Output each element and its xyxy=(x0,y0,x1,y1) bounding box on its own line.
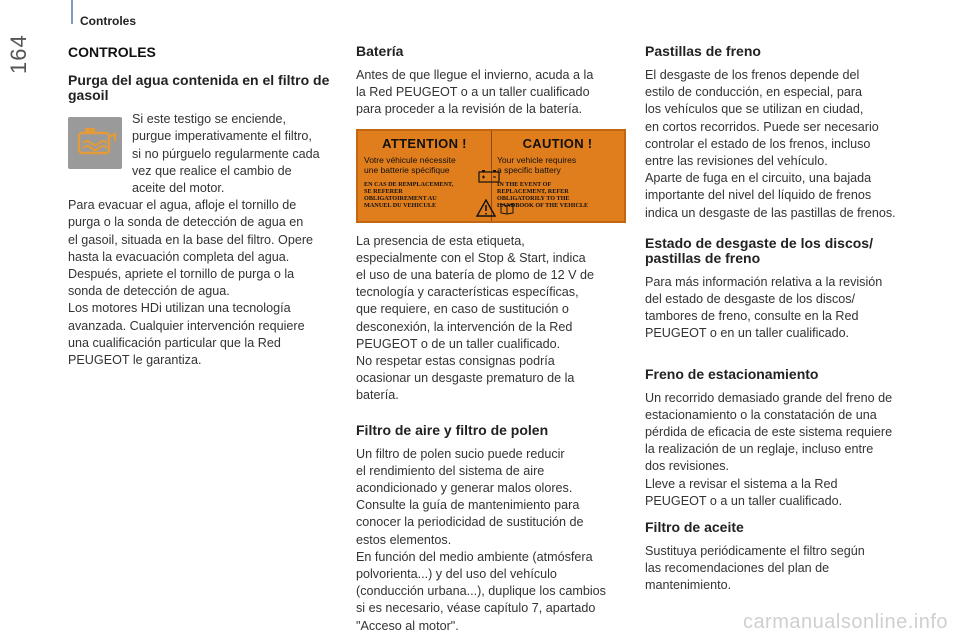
pastillas-heading: Pastillas de freno xyxy=(645,43,761,59)
bateria-body-text: La presencia de esta etiqueta, especialmente con el Stop & Start, indica el uso de una batería de plomo de 12 V de tecnología y características específicas, que requiere, en caso de sustitución o desconexión, la intervención de la Red PEUGEOT o de un taller cualificado. No respetar estas consignas podría ocasionar un desgaste prematuro de la batería. xyxy=(356,233,595,403)
bateria-intro-text: Antes de que llegue el invierno, acuda a la la Red PEUGEOT o a un taller cualificado para proceder a la revisión de la batería. xyxy=(356,68,594,117)
desgaste-heading: Estado de desgaste de los discos/ pastillas de freno xyxy=(645,234,873,266)
gasoil-body-text: Para evacuar el agua, afloje el tornillo de purga o la sonda de detección de agua en el gasoil, situada en la base del filtro. Opere hasta la evacuación completa del agua. Después, apriete el tornillo de purga o la sonda de detección de agua. Los motores HDi utilizan una tecnología avanzada. Cualquier intervención requiere una cualificación particular que la Red PEUGEOT le garantiza. xyxy=(68,198,314,368)
aceite-heading: Filtro de aceite xyxy=(645,519,744,536)
label-right-small: IN THE EVENT OF REPLACEMENT, REFER OBLIGATORILY TO THE HANDBOOK OF THE VEHICLE xyxy=(497,180,589,210)
site-watermark: carmanualsonline.info xyxy=(742,611,948,633)
page-number: 164 xyxy=(6,34,31,74)
bateria-heading: Batería xyxy=(356,43,404,59)
main-title: CONTROLES xyxy=(68,44,156,60)
handbook-icon xyxy=(500,201,514,220)
estacionamiento-body-text: Un recorrido demasiado grande del freno de estacionamiento o la constatación de una pérdida de eficacia de este sistema requiere la realización de un reglaje, incluso entre dos revisiones. Lleve a revisar el sistema a la Red PEUGEOT o a un taller cualificado. xyxy=(645,390,893,508)
gasoil-intro-text: Si este testigo se enciende, purgue imperativamente el filtro, si no púrguelo regularmente cada vez que realice el cambio de aceite del motor. xyxy=(132,112,320,196)
label-right-title: CAUTION ! xyxy=(522,135,593,151)
label-left-line: Votre véhicule nécessite une batterie spécifique xyxy=(364,154,456,175)
running-head: Controles xyxy=(80,14,137,28)
desgaste-body-text: Para más información relativa a la revisión del estado de desgaste de los discos/ tambores de freno, consulte en la Red PEUGEOT o en un taller cualificado. xyxy=(645,274,883,341)
estacionamiento-heading: Freno de estacionamiento xyxy=(645,365,819,382)
pastillas-body-text: El desgaste de los frenos depende del estilo de conducción, en especial, para los vehículos que se utilizan en ciudad, en cortos recorridos. Puede ser necesario controlar el estado de los frenos, incluso entre las revisiones del vehículo. Aparte de fuga en el circuito, una bajada importante del nivel del líquido de frenos indica un desgaste de las pastillas de frenos. xyxy=(645,68,896,220)
column-right xyxy=(645,44,917,595)
column-left xyxy=(68,44,338,369)
filtro-aire-body-text: Un filtro de polen sucio puede reducir el rendimiento del sistema de aire acondicionado y generar malos olores. Consulte la guía de mantenimiento para conocer la periodicidad de sustitución de estos elementos. En función del medio ambiente (atmósfera polvorienta...) y del uso del vehículo (conducción urbana...), duplique los cambios si es necesario, véase capítulo 7, apartado "Acceso al motor". xyxy=(356,446,606,633)
water-in-fuel-warning-icon xyxy=(68,117,122,169)
label-left-title: ATTENTION ! xyxy=(382,135,467,151)
filtro-aire-heading: Filtro de aire y filtro de polen xyxy=(356,421,549,438)
page-number-container xyxy=(6,22,34,78)
gasoil-heading: Purga del agua contenida en el filtro de gasoil xyxy=(68,72,330,104)
aceite-body-text: Sustituya periódicamente el filtro según las recomendaciones del plan de mantenimiento. xyxy=(645,544,865,593)
battery-warning-label xyxy=(356,129,626,223)
header-accent-bar xyxy=(71,0,73,24)
label-french-half xyxy=(358,131,492,221)
gasoil-intro-block xyxy=(68,111,338,197)
label-right-line: Your vehicle requires a specific battery xyxy=(497,154,577,175)
column-middle xyxy=(356,44,628,635)
label-left-small: EN CAS DE REMPLACEMENT, SE REFERER OBLIGATOIREMENT AU MANUEL DU VEHICULE xyxy=(364,180,454,210)
